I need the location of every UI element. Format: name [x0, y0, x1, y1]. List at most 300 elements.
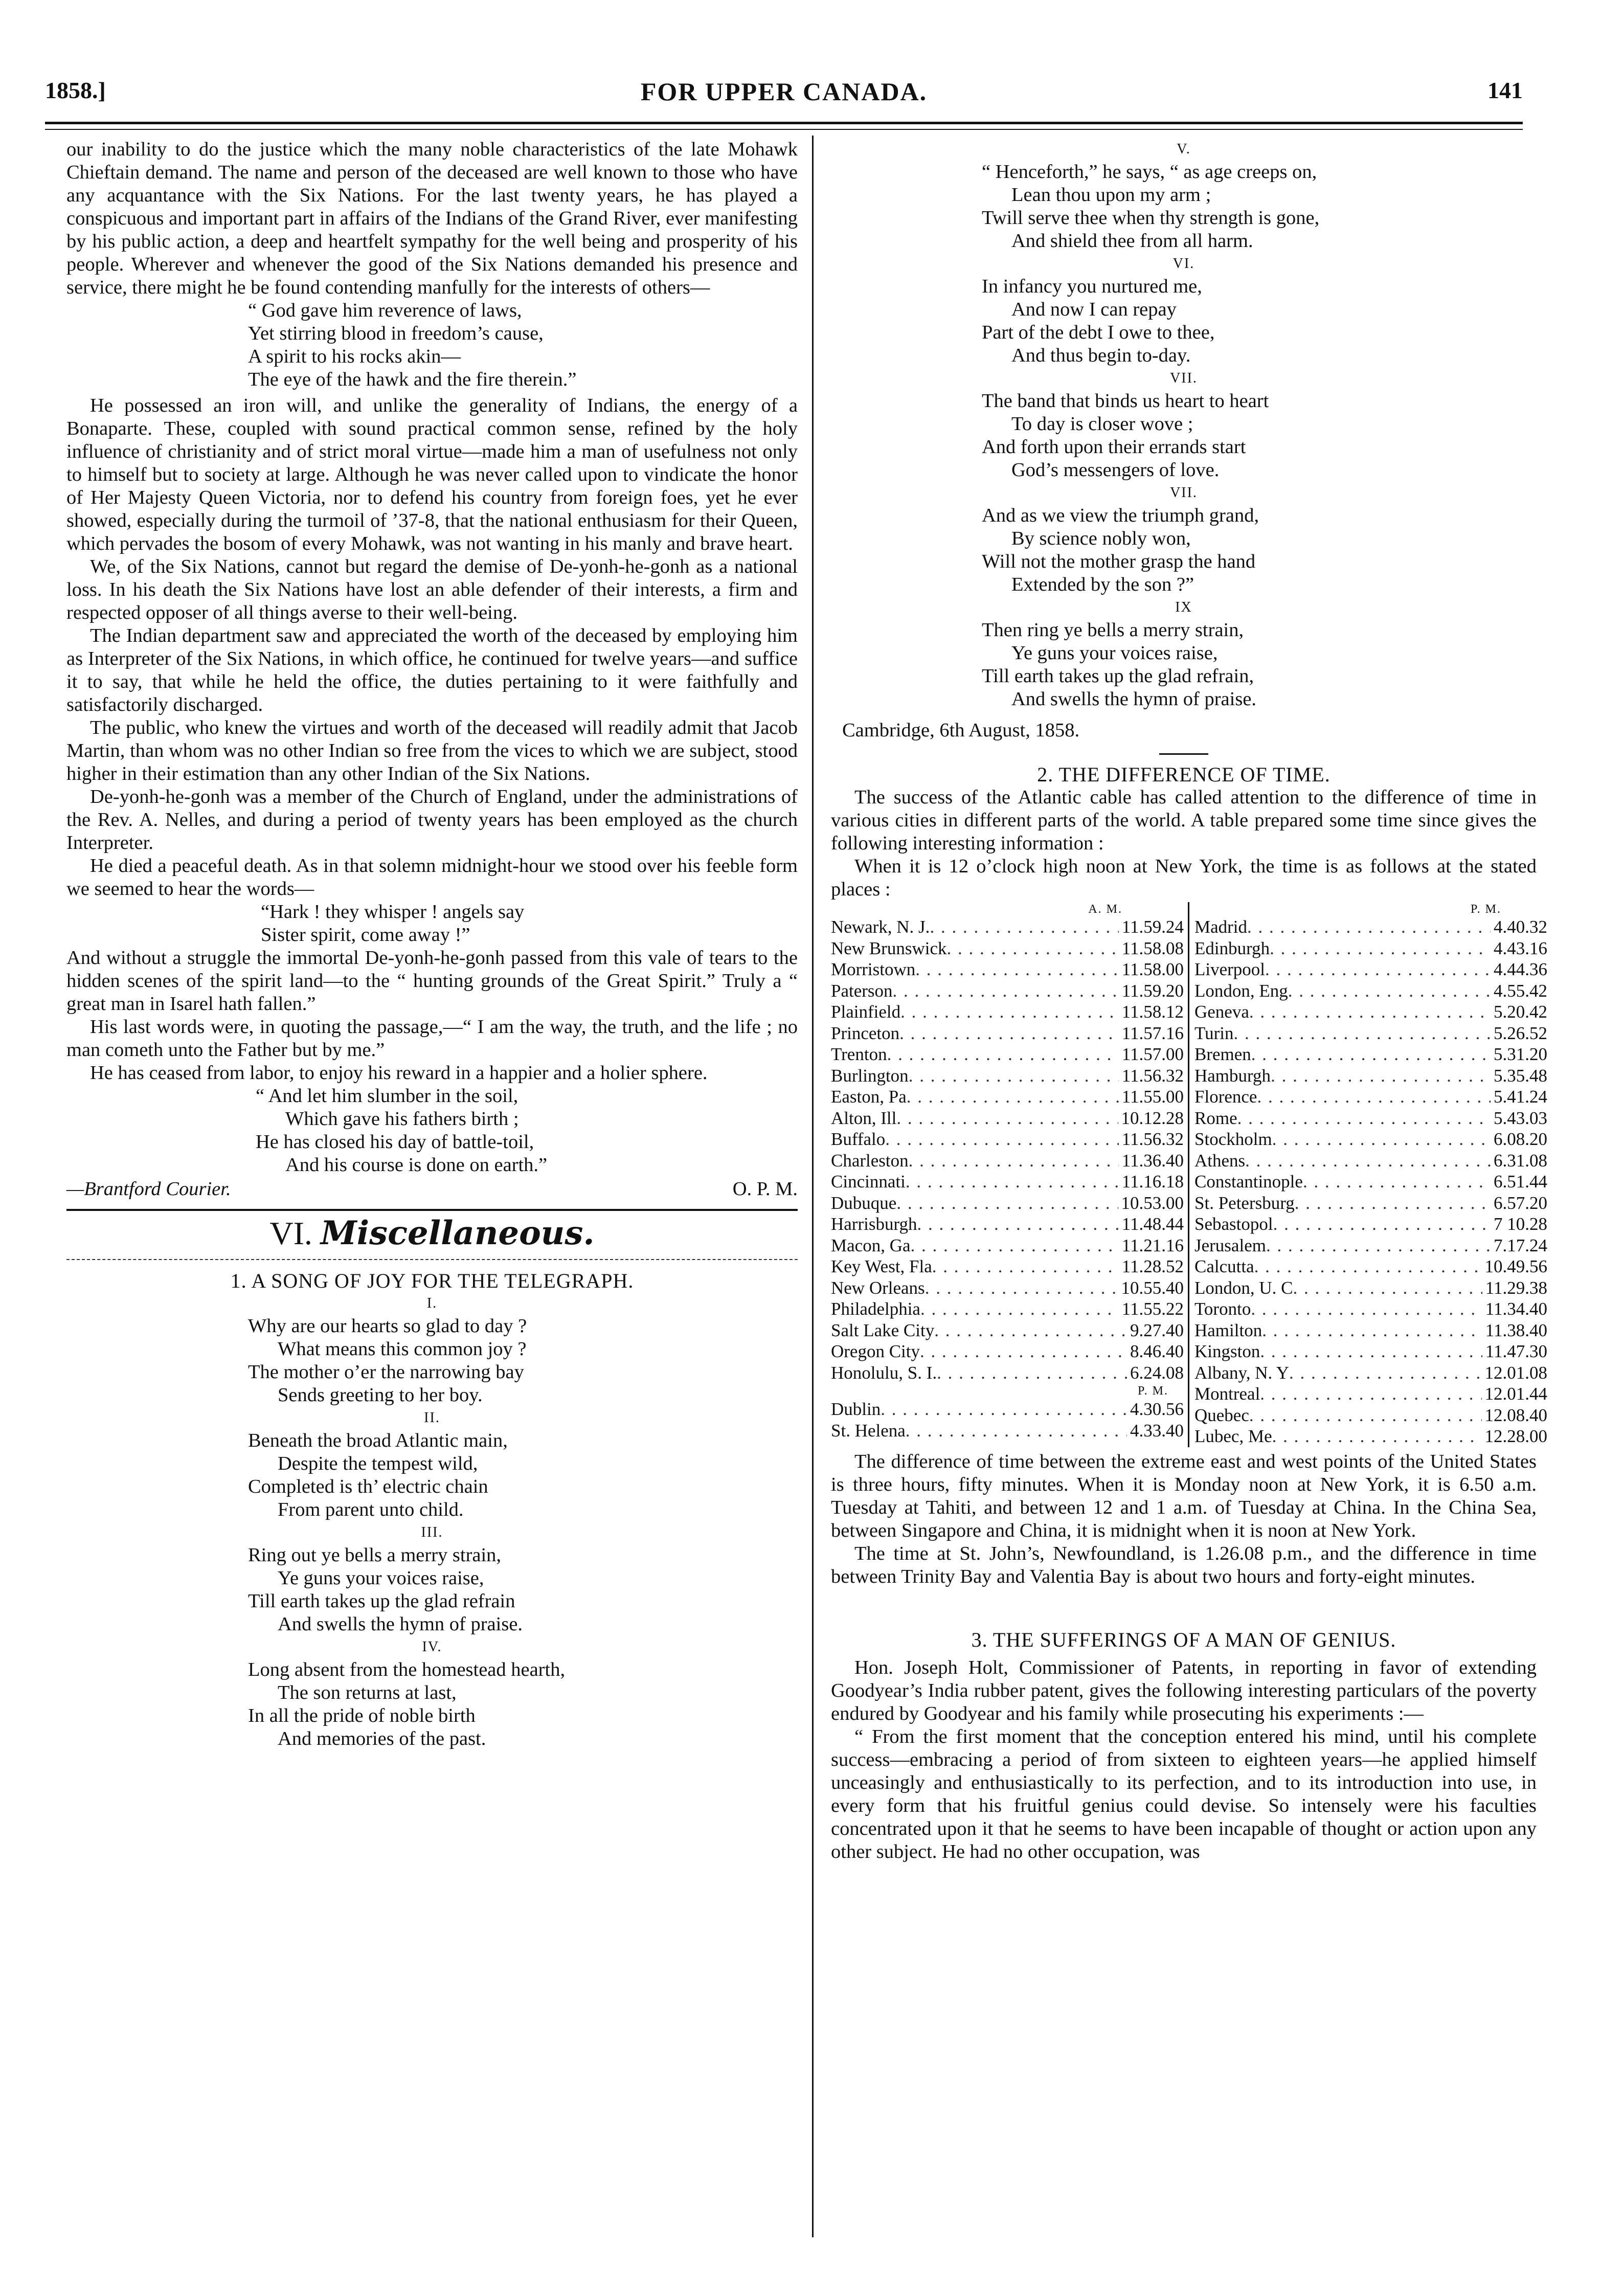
leader-dots: [1251, 1044, 1491, 1065]
verse-line: And swells the hymn of praise.: [278, 1613, 523, 1635]
place-name: Princeton: [831, 1023, 900, 1043]
time-row: [831, 1086, 1184, 1108]
page-number: 141: [1487, 77, 1523, 103]
leader-dots: [920, 1341, 1127, 1362]
section-title: Miscellaneous.: [320, 1214, 595, 1252]
time-value: 4.44.36: [1494, 959, 1547, 979]
verse-line: Till earth takes up the glad refrain,: [982, 665, 1254, 687]
verse-line: In infancy you nurtured me,: [982, 276, 1202, 297]
time-row: [831, 980, 1184, 1002]
leader-dots: [1266, 1235, 1491, 1256]
verse-line: And memories of the past.: [278, 1728, 486, 1749]
stanza-numeral: VI.: [1172, 256, 1195, 272]
article-paragraph: “ From the first moment that the conception entered his mind, until his complete success—embracing a period of from sixteen to eighteen years—he applied himself unceasingly and enthusiastically to its perfection, and to its introduction into use, in every form that his fruitful genius could devise. So intensely were his faculties concentrated upon it that he seems to have been incapable of thought or action upon any other subject. He had no other occupation, was: [831, 1725, 1537, 1862]
time-row: [1194, 1298, 1547, 1320]
verse-line: “ God gave him reverence of laws,: [248, 300, 522, 321]
time-row: [1194, 1405, 1547, 1426]
obituary-paragraph: We, of the Six Nations, cannot but regard the demise of De-yonh-he-gonh as a national loss. In his death the Six Nations have lost an able defender of their interests, a firm and respected opposer of all things averse to their well-being.: [66, 556, 798, 623]
verse-line: Till earth takes up the glad refrain: [248, 1590, 515, 1612]
leader-dots: [1260, 1341, 1482, 1362]
time-row: [831, 1214, 1184, 1235]
poem-signoff: Cambridge, 6th August, 1858.: [842, 720, 1080, 741]
place-name: Bremen: [1194, 1044, 1251, 1064]
time-row: [1194, 1214, 1547, 1235]
time-row: [1194, 1129, 1547, 1150]
leader-dots: [893, 980, 1119, 1002]
time-value: 11.56.32: [1121, 1129, 1184, 1149]
leader-dots: [920, 1298, 1119, 1320]
time-value: 12.01.44: [1484, 1384, 1547, 1404]
time-row: [1194, 1256, 1547, 1277]
column-divider: [812, 136, 814, 2237]
place-name: Macon, Ga: [831, 1235, 911, 1255]
time-row: [1194, 1320, 1547, 1341]
place-name: Albany, N. Y: [1194, 1362, 1290, 1383]
verse-line: And swells the hymn of praise.: [1011, 688, 1257, 710]
time-row: [1194, 1065, 1547, 1087]
verse-line: He has closed his day of battle-toil,: [256, 1131, 534, 1153]
verse-line: A spirit to his rocks akin—: [248, 346, 461, 367]
leader-dots: [1245, 1150, 1491, 1172]
place-name: Cincinnati: [831, 1172, 906, 1192]
leader-dots: [1262, 1320, 1482, 1341]
verse-line: Despite the tempest wild,: [278, 1453, 478, 1474]
time-value: 5.35.48: [1494, 1065, 1547, 1086]
verse-line: Ye guns your voices raise,: [1011, 642, 1218, 664]
time-value: 11.38.40: [1485, 1320, 1547, 1340]
leader-dots: [1271, 1065, 1491, 1087]
article-paragraph: The time at St. John’s, Newfoundland, is 1.26.08 p.m., and the difference in time between Trinity Bay and Valentia Bay is about two hours and forty-eight minutes.: [831, 1542, 1537, 1587]
obituary-paragraph: The public, who knew the virtues and worth of the deceased will readily admit that Jacob Martin, than whom was no other Indian so free from the vices to which we are subject, stood higher in their estimation than any other Indian of the Six Nations.: [66, 717, 798, 784]
time-row: [1194, 1235, 1547, 1256]
verse-line: Which gave his fathers birth ;: [285, 1108, 519, 1130]
time-row: [1194, 1108, 1547, 1129]
verse-line: God’s messengers of love.: [1011, 459, 1220, 481]
section-heading: [66, 1209, 798, 1260]
place-name: London, U. C: [1194, 1277, 1293, 1298]
place-name: Quebec: [1194, 1405, 1249, 1425]
article-paragraph: When it is 12 o’clock high noon at New York, the time is as follows at the stated places :: [831, 856, 1537, 900]
leader-dots: [909, 1150, 1119, 1172]
time-row: [831, 1277, 1184, 1299]
time-value: 11.47.30: [1485, 1341, 1547, 1361]
verse-line: What means this common joy ?: [278, 1338, 527, 1360]
verse-quote: [66, 1085, 798, 1177]
obituary-paragraph: De-yonh-he-gonh was a member of the Church of England, under the administrations of the Rev. A. Nelles, and during a period of twenty years has been employed as the church Interpreter.: [66, 786, 798, 853]
time-value: 11.16.18: [1121, 1172, 1184, 1192]
place-name: Charleston: [831, 1150, 909, 1171]
stanza-numeral: IX: [1175, 599, 1192, 615]
time-value: 11.59.20: [1121, 980, 1184, 1001]
leader-dots: [1234, 1023, 1491, 1044]
time-value: 6.08.20: [1494, 1129, 1547, 1149]
time-row: [831, 1129, 1184, 1150]
place-name: Honolulu, S. I.: [831, 1362, 937, 1383]
time-value: 11.29.38: [1485, 1277, 1547, 1298]
time-row: [831, 1001, 1184, 1023]
time-row: [831, 1044, 1184, 1065]
time-row: [1194, 1023, 1547, 1044]
stanza-numeral: III.: [421, 1524, 443, 1540]
header-rule-thin: [45, 129, 1523, 130]
leader-dots: [909, 1065, 1119, 1087]
place-name: Athens: [1194, 1150, 1246, 1171]
verse-line: The band that binds us heart to heart: [982, 390, 1269, 412]
verse-line: Why are our hearts so glad to day ?: [248, 1315, 527, 1337]
time-value: 4.40.32: [1494, 917, 1547, 937]
time-value: 11.34.40: [1485, 1299, 1547, 1319]
verse-line: “ Henceforth,” he says, “ as age creeps on,: [982, 161, 1317, 183]
time-value: 11.57.16: [1121, 1023, 1184, 1043]
obituary-paragraph: He possessed an iron will, and unlike the generality of Indians, the energy of a Bonaparte. These, coupled with sound practical common sense, refined by the holy influence of christianity and of strict moral virtue—made him a man of usefulness not only to himself but to society at large. Although he was never called upon to vindicate the honor of Her Majesty Queen Victoria, nor to defend his country from foreign foes, yet he ever showed, especially during the turmoil of ’37-8, that the national enthusiasm for their Queen, which pervades the bosom of every Mohawk, was not wanting in his manly and brave heart.: [66, 395, 798, 554]
place-name: Newark, N. J.: [831, 917, 930, 937]
leader-dots: [1265, 959, 1491, 980]
leader-dots: [1251, 1298, 1482, 1320]
am-label: A. M.: [1088, 903, 1122, 916]
leader-dots: [932, 1256, 1119, 1277]
verse-line: Extended by the son ?”: [1011, 574, 1194, 595]
obituary-paragraph: His last words were, in quoting the passage,—“ I am the way, the truth, and the life ; no man cometh unto the Father but by me.”: [66, 1016, 798, 1061]
place-name: Geneva: [1194, 1002, 1249, 1022]
leader-dots: [907, 1086, 1119, 1108]
time-value: 5.43.03: [1494, 1108, 1547, 1128]
place-name: Sebastopol: [1194, 1214, 1273, 1234]
leader-dots: [934, 1320, 1127, 1341]
leader-dots: [1237, 1108, 1491, 1129]
leader-dots: [885, 1129, 1119, 1150]
verse-line: Then ring ye bells a merry strain,: [982, 619, 1244, 641]
time-row: [1194, 980, 1547, 1002]
time-row: [831, 1065, 1184, 1087]
place-name: New Brunswick: [831, 938, 947, 958]
time-value: 5.20.42: [1494, 1002, 1547, 1022]
leader-dots: [925, 1277, 1118, 1299]
leader-dots: [1249, 1405, 1482, 1426]
time-row: [1194, 1044, 1547, 1065]
time-value: 7.17.24: [1494, 1235, 1547, 1255]
verse-line: Sends greeting to her boy.: [278, 1384, 483, 1406]
leader-dots: [896, 1193, 1118, 1214]
leader-dots: [1273, 1214, 1491, 1235]
time-row: [831, 1298, 1184, 1320]
leader-dots: [915, 959, 1119, 980]
time-value: 11.59.24: [1121, 917, 1184, 937]
leader-dots: [911, 1235, 1119, 1256]
time-rows: [831, 1399, 1184, 1441]
leader-dots: [930, 916, 1118, 938]
time-row: [1194, 1001, 1547, 1023]
verse-line: Part of the debt I owe to thee,: [982, 322, 1215, 343]
verse-line: Yet stirring blood in freedom’s cause,: [248, 323, 544, 344]
place-name: Morristown: [831, 959, 916, 979]
verse-quote: [66, 901, 798, 947]
leader-dots: [1257, 1086, 1491, 1108]
time-rows: [1194, 916, 1547, 1447]
time-rows: [831, 916, 1184, 1383]
time-value: 4.55.42: [1494, 980, 1547, 1001]
stanza-numeral: VII.: [1170, 485, 1198, 501]
pm-label: P. M.: [1470, 903, 1501, 916]
author-initials: O. P. M.: [732, 1178, 798, 1200]
leader-dots: [899, 1023, 1119, 1044]
time-value: 6.57.20: [1494, 1193, 1547, 1213]
verse-line: “ And let him slumber in the soil,: [256, 1085, 518, 1107]
time-row: [831, 1171, 1184, 1193]
place-name: Hamilton: [1194, 1320, 1262, 1340]
song-verses-continued: [831, 138, 1537, 711]
time-row: [1194, 916, 1547, 938]
place-name: Alton, Ill: [831, 1108, 897, 1128]
time-row: [831, 1193, 1184, 1214]
time-value: 11.56.32: [1121, 1065, 1184, 1086]
verse-line: To day is closer wove ;: [1011, 413, 1193, 435]
time-value: 11.58.08: [1121, 938, 1184, 958]
article-title: 1. A SONG OF JOY FOR THE TELEGRAPH.: [230, 1269, 634, 1292]
leader-dots: [881, 1399, 1127, 1420]
place-name: Trenton: [831, 1044, 887, 1064]
leader-dots: [1272, 1129, 1491, 1150]
leader-dots: [917, 1214, 1119, 1235]
time-row: [831, 1023, 1184, 1044]
place-name: Hamburgh: [1194, 1065, 1271, 1086]
place-name: Toronto: [1194, 1299, 1251, 1319]
time-value: 4.30.56: [1130, 1399, 1184, 1419]
obituary-signature: [66, 1178, 798, 1201]
time-value: 11.55.00: [1121, 1087, 1184, 1107]
leader-dots: [1260, 1383, 1481, 1405]
time-value: 10.49.56: [1484, 1256, 1547, 1276]
article-title: 2. THE DIFFERENCE OF TIME.: [1037, 763, 1330, 786]
time-row: [831, 1320, 1184, 1341]
time-row: [831, 959, 1184, 980]
time-table-right: [1189, 902, 1547, 1447]
time-value: 5.41.24: [1494, 1087, 1547, 1107]
verse-line: And thus begin to-day.: [1011, 345, 1191, 366]
leader-dots: [1247, 916, 1491, 938]
leader-dots: [1295, 1193, 1491, 1214]
verse-line: The eye of the hawk and the fire therein.”: [248, 369, 577, 390]
time-value: 11.58.00: [1121, 959, 1184, 979]
place-name: Philadelphia: [831, 1299, 920, 1319]
time-value: 11.36.40: [1121, 1150, 1184, 1171]
verse-line: Twill serve thee when thy strength is gone,: [982, 207, 1320, 229]
time-row: [1194, 1426, 1547, 1447]
verse-line: And now I can repay: [1011, 299, 1177, 320]
time-value: 10.55.40: [1121, 1277, 1184, 1298]
place-name: St. Helena: [831, 1420, 906, 1441]
time-row: [1194, 1362, 1547, 1384]
verse-line: From parent unto child.: [278, 1499, 464, 1520]
leader-dots: [900, 1001, 1119, 1023]
leader-dots: [1272, 1426, 1482, 1447]
obituary-paragraph: He has ceased from labor, to enjoy his reward in a happier and a holier sphere.: [90, 1062, 708, 1084]
place-name: Harrisburgh: [831, 1214, 917, 1234]
verse-line: Long absent from the homestead hearth,: [248, 1659, 566, 1680]
verse-quote: [66, 299, 798, 391]
place-name: London, Eng: [1194, 980, 1288, 1001]
time-table: [831, 902, 1547, 1447]
place-name: Turin: [1194, 1023, 1234, 1043]
time-value: 7 10.28: [1494, 1214, 1547, 1234]
place-name: St. Petersburg: [1194, 1193, 1295, 1213]
place-name: Constantinople: [1194, 1172, 1303, 1192]
verse-line: The mother o’er the narrowing bay: [248, 1361, 524, 1383]
place-name: Key West, Fla: [831, 1256, 932, 1276]
leader-dots: [1254, 1256, 1482, 1277]
header-title: FOR UPPER CANADA.: [640, 77, 928, 106]
place-name: Buffalo: [831, 1129, 886, 1149]
time-value: 11.21.16: [1121, 1235, 1184, 1255]
time-value: 11.58.12: [1121, 1002, 1184, 1022]
obituary-paragraph: He died a peaceful death. As in that solemn midnight-hour we stood over his feeble form we seemed to hear the words—: [66, 855, 798, 900]
song-verses: [66, 1292, 798, 1750]
right-column: [831, 138, 1547, 1863]
time-value: 4.43.16: [1494, 938, 1547, 958]
time-value: 6.24.08: [1130, 1362, 1184, 1383]
header-year: 1858.]: [45, 77, 106, 103]
time-row: [1194, 1277, 1547, 1299]
verse-line: And as we view the triumph grand,: [982, 505, 1259, 526]
obituary-paragraph: And without a struggle the immortal De-yonh-he-gonh passed from this vale of tears to the hidden scenes of the spirit land—to the “ hunting grounds of the Great Spirit.” Truly a “ great man in Isarel hath fallen.”: [66, 947, 798, 1015]
place-name: Dubuque: [831, 1193, 897, 1213]
leader-dots: [1270, 938, 1491, 959]
time-row: [831, 1362, 1184, 1384]
time-row: [1194, 1150, 1547, 1172]
leader-dots: [887, 1044, 1119, 1065]
leader-dots: [937, 1362, 1127, 1384]
verse-line: The son returns at last,: [278, 1682, 457, 1703]
header-rule-thick: [45, 122, 1523, 124]
place-name: Liverpool: [1194, 959, 1266, 979]
verse-line: Ring out ye bells a merry strain,: [248, 1544, 502, 1566]
time-row: [831, 938, 1184, 959]
left-column: [66, 138, 798, 1750]
place-name: Plainfield: [831, 1002, 901, 1022]
time-value: 6.51.44: [1494, 1172, 1547, 1192]
time-value: 4.33.40: [1130, 1420, 1184, 1441]
time-value: 11.48.44: [1121, 1214, 1184, 1234]
time-row: [831, 1150, 1184, 1172]
place-name: Oregon City: [831, 1341, 920, 1361]
stanza-numeral: IV.: [422, 1639, 442, 1655]
time-row: [831, 1399, 1184, 1420]
place-name: Stockholm: [1194, 1129, 1272, 1149]
place-name: Jerusalem: [1194, 1235, 1266, 1255]
time-row: [831, 1235, 1184, 1256]
time-row: [1194, 1171, 1547, 1193]
verse-line: And forth upon their errands start: [982, 436, 1246, 458]
article-paragraph: The difference of time between the extreme east and west points of the United States is three hours, fifty minutes. When it is Monday noon at New York, it is 6.50 a.m. Tuesday at Tahiti, and between 12 and 1 a.m. of Tuesday at China. In the China Sea, between Singapore and China, it is midnight when it is noon at New York.: [831, 1450, 1537, 1541]
leader-dots: [1293, 1277, 1482, 1299]
stanza-numeral: II.: [424, 1410, 440, 1426]
obituary-paragraph: The Indian department saw and appreciated the worth of the deceased by employing him as Interpreter of the Six Nations, in which office, he continued for twelve years—and suffice it to say, that while he held the office, the duties pertaining to it were faithfully and satisfactorily discharged.: [66, 625, 798, 715]
time-value: 12.28.00: [1484, 1426, 1547, 1446]
place-name: Burlington: [831, 1065, 909, 1086]
source-credit: —Brantford Courier.: [66, 1178, 231, 1200]
place-name: Salt Lake City: [831, 1320, 935, 1340]
time-value: 10.53.00: [1121, 1193, 1184, 1213]
verse-line: And his course is done on earth.”: [285, 1154, 548, 1176]
time-row: [1194, 938, 1547, 959]
leader-dots: [1249, 1001, 1491, 1023]
time-table-left: [831, 902, 1189, 1447]
place-name: Lubec, Me: [1194, 1426, 1272, 1446]
verse-line: And shield thee from all harm.: [1011, 230, 1253, 252]
time-row: [831, 1256, 1184, 1277]
verse-line: Lean thou upon my arm ;: [1011, 184, 1211, 206]
place-name: Calcutta: [1194, 1256, 1254, 1276]
place-name: Easton, Pa: [831, 1087, 907, 1107]
time-row: [1194, 1341, 1547, 1362]
time-value: 6.31.08: [1494, 1150, 1547, 1171]
time-row: [831, 1420, 1184, 1442]
verse-line: Beneath the broad Atlantic main,: [248, 1430, 508, 1451]
stanza-numeral: V.: [1177, 141, 1191, 157]
leader-dots: [1288, 980, 1491, 1002]
verse-line: By science nobly won,: [1011, 528, 1191, 549]
running-header: [45, 77, 1523, 118]
article-paragraph: The success of the Atlantic cable has called attention to the difference of time in various cities in different parts of the world. A table prepared some time since gives the following interesting information :: [831, 787, 1537, 854]
place-name: Rome: [1194, 1108, 1237, 1128]
time-value: 5.31.20: [1494, 1044, 1547, 1064]
time-value: 11.28.52: [1121, 1256, 1184, 1276]
time-value: 8.46.40: [1130, 1341, 1184, 1361]
verse-line: Sister spirit, come away !”: [261, 924, 470, 946]
time-row: [831, 916, 1184, 938]
section-number: VI.: [269, 1215, 312, 1251]
place-name: New Orleans: [831, 1277, 925, 1298]
time-value: 10.12.28: [1121, 1108, 1184, 1128]
article-paragraph: Hon. Joseph Holt, Commissioner of Patents, in reporting in favor of extending Goodyear’s India rubber patent, gives the following interesting particulars of the poverty endured by Goodyear and his family while prosecuting his experiments :—: [831, 1656, 1537, 1724]
leader-dots: [1289, 1362, 1481, 1384]
place-name: Florence: [1194, 1087, 1257, 1107]
time-row: [831, 1341, 1184, 1362]
place-name: Dublin: [831, 1399, 881, 1419]
place-name: Paterson: [831, 980, 893, 1001]
place-name: Montreal: [1194, 1384, 1260, 1404]
leader-dots: [947, 938, 1119, 959]
pm-sublabel: P. M.: [1137, 1384, 1168, 1398]
verse-line: Will not the mother grasp the hand: [982, 551, 1256, 572]
obituary-paragraph: our inability to do the justice which the many noble characteristics of the late Mohawk Chieftain demand. The name and person of the deceased are well known to those who have any acquantance with the Six Nations. For the last twenty years, he has played a conspicuous and important part in affairs of the Indians of the Grand River, ever manifesting by his public action, a deep and heartfelt sympathy for the well being and prosperity of his people. Wherever and whenever the good of the Six Nations demanded his presence and service, there might he be found contending manfully for the interests of others—: [66, 139, 798, 298]
time-row: [1194, 1086, 1547, 1108]
time-value: 11.57.00: [1121, 1044, 1184, 1064]
time-row: [831, 1108, 1184, 1129]
time-value: 5.26.52: [1494, 1023, 1547, 1043]
place-name: Madrid: [1194, 917, 1248, 937]
verse-line: Completed is th’ electric chain: [248, 1476, 488, 1497]
time-row: [1194, 959, 1547, 980]
time-value: 9.27.40: [1130, 1320, 1184, 1340]
verse-line: “Hark ! they whisper ! angels say: [261, 901, 525, 923]
time-value: 12.08.40: [1484, 1405, 1547, 1425]
time-row: [1194, 1193, 1547, 1214]
stanza-numeral: VII.: [1170, 370, 1198, 386]
leader-dots: [1303, 1171, 1491, 1193]
place-name: Kingston: [1194, 1341, 1260, 1361]
leader-dots: [906, 1171, 1119, 1193]
time-value: 12.01.08: [1484, 1362, 1547, 1383]
leader-dots: [906, 1420, 1127, 1442]
article-title: 3. THE SUFFERINGS OF A MAN OF GENIUS.: [971, 1628, 1396, 1651]
stanza-numeral: I.: [426, 1295, 438, 1311]
section-divider: [1159, 753, 1208, 755]
leader-dots: [896, 1108, 1118, 1129]
place-name: Edinburgh: [1194, 938, 1270, 958]
verse-line: Ye guns your voices raise,: [278, 1567, 484, 1589]
time-value: 11.55.22: [1121, 1299, 1184, 1319]
verse-line: In all the pride of noble birth: [248, 1705, 476, 1726]
